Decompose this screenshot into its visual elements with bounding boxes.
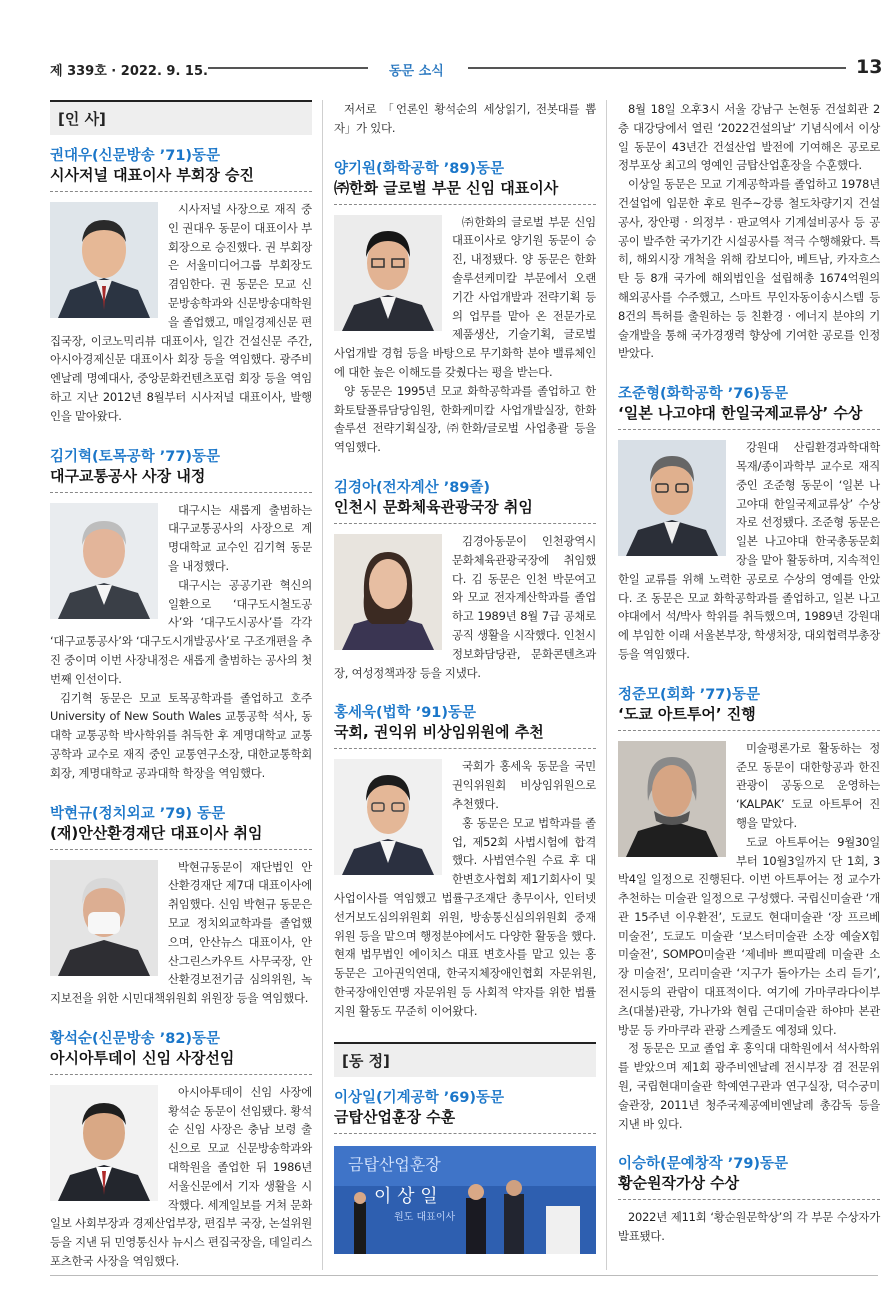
divider <box>50 1074 312 1075</box>
article-body <box>50 858 312 1008</box>
article-body <box>334 532 596 682</box>
article-text: 도쿄 아트투어는 9월30일부터 10월3일까지 단 1회, 3박4일 일정으로 진행된다. 이번 아트투어는 정 교수가 추천하는 미술관 일정으로 구성했다. 국립신미술관 ‘개관 15주년 이우환전’, 도쿄도 현대미술관 ‘장 프르베 미술전’, 도쿄도 미술관 ‘보스터미술관 소장 예술X힘 미술전’, SOMPO미술관 ‘제네바 쁘띠팔레 미술관 소장 미술전’, 모리미술관 ‘지구가 돌아가는 소리 듣기’, 전시등의 관람이 대표적이다. 여기에 가마쿠라다이부츠(대불)관광, 가나가와 현립 근대미술관 하야마 본관 방문 등 카마쿠라 관광 스케줄도 예정돼 있다. <box>618 834 880 1037</box>
article-head: 이상일(기계공학 ’69)동문 <box>334 1090 505 1107</box>
article-title: 대구교통공사 사장 내정 <box>50 466 206 485</box>
article-text: 저서로 「언론인 황석순의 세상읽기, 전봇대를 뽑자」가 있다. <box>334 102 596 135</box>
article-head: 권대우(신문방송 ’71)동문 <box>50 148 221 164</box>
award-ceremony-photo <box>334 1146 596 1254</box>
divider <box>618 730 880 731</box>
divider <box>50 191 312 192</box>
article-title: 황순원작가상 수상 <box>618 1174 740 1193</box>
article-title: 인천시 문화체육관광국장 취임 <box>334 497 533 516</box>
article-text: 김기혁 동문은 모교 토목공학과를 졸업하고 호주 University of New South Wales 교통공학 석사, 동 대학 교통공학 박사학위를 취득한 후 계명대학교 교통공학과 교수로 재직 중인 교통연구소장, 대한교통학회 회장, 계명대학교 공과대학 학장을 역임했다. <box>50 690 312 780</box>
page-number: 13 <box>856 56 883 78</box>
article-kim <box>50 448 312 783</box>
article-head: 김기혁(토목공학 ’77)동문 <box>50 448 221 465</box>
article-lee-seung-ha <box>618 1155 880 1246</box>
article-body <box>334 213 596 457</box>
section-label-news: [동 정] <box>334 1042 596 1077</box>
article-body <box>618 1208 880 1246</box>
divider <box>334 204 596 205</box>
portrait-photo <box>50 202 158 318</box>
article-title: ‘일본 나고야대 한일국제교류상’ 수상 <box>618 404 863 423</box>
article-text: 시사저널 사장으로 재직 중인 권대우 동문이 대표이사 부회장으로 승진했다. 권 부회장은 서울미디어그룹 부회장도 겸임한다. 권 동문은 모교 신문방송학과와 신문방송대학원을 졸업했고, 매일경제신문 편집국장, 이코노믹리뷰 대표이사, 일간 건설신문 주간, 아시아경제신문 대표이사 회장 등을 역임했다. 광주비엔날레 명예대사, 중앙문화컨텐츠포럼 회장 등을 역임하고 지난 2012년 8월부터 시사저널 대표이사, 발행인을 맡아왔다. <box>50 202 312 423</box>
article-text: 김경아동문이 인천광역시 문화체육관광국장에 취임했다. 김 동문은 인천 박문여고와 모교 전자계산학과를 졸업하고 1989년 8월 7급 공채로 공직 생활을 시작했다. 인천시 정보화담당관, 문화콘텐츠과장, 여성정책과장 등을 지냈다. <box>334 533 596 680</box>
article-title: (재)안산환경재단 대표이사 취임 <box>50 823 263 842</box>
banner-sub-text: 원도 대표이사 <box>394 1212 456 1224</box>
divider <box>334 748 596 749</box>
lead-text <box>618 100 880 363</box>
column-2 <box>334 100 596 1258</box>
article-title: 국회, 권익위 비상임위원에 추천 <box>334 723 544 742</box>
portrait-photo <box>618 741 726 857</box>
article-yang <box>334 160 596 457</box>
article-body <box>50 501 312 783</box>
portrait-photo <box>334 215 442 331</box>
section-label-personnel: [인 사] <box>50 100 312 135</box>
divider <box>618 1199 880 1200</box>
article-text: 아시아투데이 신임 사장에 황석순 동문이 선임됐다. 황석순 신임 사장은 충남 보령 출신으로 모교 신문방송학과와 대학원을 졸업한 뒤 1986년 서울신문에서 기자 생활을 시작했다. 세계일보를 거쳐 문화일보 사회부장과 경제산업부장, 편집부 국장, 논설위원 등을 지낸 뒤 민영통신사 뉴시스 편집국장을, 데일리스포츠한국 사장을 역임했다. <box>50 1084 312 1269</box>
footer-rule <box>50 1275 878 1276</box>
article-head: 양기원(화학공학 ’89)동문 <box>334 160 505 177</box>
article-text: 대구시는 새롭게 출범하는 대구교통공사의 사장으로 계명대학교 교수인 김기혁 동문을 내정했다. <box>168 502 312 573</box>
article-lee-sang-il <box>334 1089 596 1258</box>
article-head: 홍세욱(법학 ’91)동문 <box>334 705 477 722</box>
divider <box>334 523 596 524</box>
column-divider <box>606 100 607 1270</box>
article-text: 2022년 제11회 ‘황순원문학상’의 각 부문 수상자가 발표됐다. <box>618 1210 880 1244</box>
column-divider <box>322 100 323 1270</box>
divider <box>50 849 312 850</box>
banner-award-text: 금탑산업훈장 <box>348 1155 441 1175</box>
article-text: 양 동문은 1995년 모교 화학공학과를 졸업하고 한화토탈폴류담당임원, 한화케미칼 사업개발실장, 한화솔루션 전략기획실장, ㈜한화/글로벌 사업총괄 등을 역임했다. <box>334 383 596 455</box>
article-title: ㈜한화 글로벌 부문 신임 대표이사 <box>334 178 559 197</box>
article-head: 박현규(정치외교 ’79) 동문 <box>50 805 226 822</box>
article-text: 국회가 홍세욱 동문을 국민권익위원회 비상임위원으로 추천했다. <box>452 759 596 811</box>
article-body <box>618 739 880 1134</box>
article-kwon <box>50 147 312 426</box>
divider <box>618 429 880 430</box>
article-body <box>618 438 880 664</box>
article-head: 조준형(화학공학 ’76)동문 <box>618 386 789 403</box>
article-kim-kyung-a <box>334 479 596 682</box>
article-head: 김경아(전자계산 ’89졸) <box>334 479 491 496</box>
article-text: 대구시는 공공기관 혁신의 일환으로 ‘대구도시철도공사’와 ‘대구도시공사’를 각각 ‘대구교통공사’와 ‘대구도시개발공사’로 구조개편을 추진 중이며 이번 사장내정은 새롭게 출범하는 공사의 첫 번째 인선이다. <box>50 577 312 686</box>
portrait-photo <box>50 860 158 976</box>
divider <box>50 492 312 493</box>
article-title: ‘도쿄 아트투어’ 진행 <box>618 704 756 723</box>
lead-text <box>334 100 596 138</box>
portrait-photo <box>50 503 158 619</box>
column-1 <box>50 100 312 1293</box>
header-rule-left <box>208 67 368 69</box>
article-text: 이상일 동문은 모교 기계공학과를 졸업하고 1978년 건설업에 입문한 후로 원주~강릉 철도차량기지 건설공사, 장안평 · 의정부 · 판교역사 기계설비공사 등 공공이 발주한 국가기간 시설공사를 적극 수행해왔다. 특히, 해외시장 개척을 위해 캄보디아, 베트남, 카자흐스탄 등 8개 국가에 해외법인을 설립해총 1674억원의 해외공사를 수주했고, 스마트 무인자동이송시스템 등 8건의 특허를 출원하는 등 친환경 · 에너지 분야의 기술개발을 통해 국가경쟁력 향상에 기여한 공로를 인정받았다. <box>618 177 880 361</box>
article-text: 미술평론가로 활동하는 정준모 동문이 대한항공과 한진관광이 공동으로 운영하는 ‘KALPAK’ 도쿄 아트투어 진행을 맡았다. <box>736 740 880 830</box>
article-body <box>334 757 596 1020</box>
divider <box>334 1133 596 1134</box>
article-title: 아시아투데이 신임 사장선임 <box>50 1048 235 1067</box>
header-rule-right <box>468 67 846 69</box>
article-title: 시사저널 대표이사 부회장 승진 <box>50 166 255 184</box>
page-header <box>0 0 888 90</box>
article-text: ㈜한화의 글로벌 부문 신임 대표이사로 양기원 동문이 승진, 내정됐다. 양 동문은 한화솔루션케미칼 부문에서 오랜 기간 사업개발과 전략기획 등의 업무를 맡아 온 전문가로 제품생산, 기술기획, 글로벌 사업개발 경험 등을 바탕으로 무기화학 분야 밸류체인에 대한 높은 이해도를 갖췄다는 평을 받는다. <box>334 214 596 379</box>
portrait-photo <box>334 759 442 875</box>
issue-date: 제 339호 · 2022. 9. 15. <box>50 64 208 79</box>
article-text: 8월 18일 오후3시 서울 강남구 논현동 건설회관 2층 대강당에서 열린 ‘2022건설의날’ 기념식에서 이상일 동문이 43년간 건설산업 발전에 기여해온 공로로 정부포상 최고의 영예인 금탑산업훈장을 수훈했다. <box>618 102 880 173</box>
column-3 <box>618 100 880 1268</box>
article-head: 황석순(신문방송 ’82)동문 <box>50 1030 221 1047</box>
article-body <box>50 1083 312 1271</box>
article-text: 박현규동문이 재단법인 안산환경재단 제7대 대표이사에 취임했다. 신임 박현규 동문은 모교 정치외교학과를 졸업했으며, 안산뉴스 대표이사, 안산그린스카우트 사무국장, 안산환경보전기금 심의위원, 녹지보전을 위한 시민대책위원회 위원장 등을 역임했다. <box>50 859 312 1006</box>
article-head: 정준모(회화 ’77)동문 <box>618 686 761 703</box>
article-hong <box>334 704 596 1020</box>
article-jung <box>618 686 880 1134</box>
portrait-photo <box>50 1085 158 1201</box>
article-title: 금탑산업훈장 수훈 <box>334 1108 456 1127</box>
article-head: 이승하(문예창작 ’79)동문 <box>618 1156 789 1173</box>
portrait-photo <box>334 534 442 650</box>
article-park <box>50 805 312 1008</box>
banner-name-text: 이 상 일 <box>374 1186 438 1208</box>
article-text: 정 동문은 모교 졸업 후 홍익대 대학원에서 석사학위를 받았으며 제1회 광주비엔날레 전시부장 겸 전문위원, 국립현대미술관 학예연구관과 연구실장, 덕수궁미술관장, 2011년 청주국제공예비엔날레 총감독 등을 지낸 바 있다. <box>618 1041 880 1131</box>
article-text: 강원대 산림환경과학대학 목재/종이과학부 교수로 재직중인 조준형 동문이 ‘일본 나고야대 한일국제교류상’ 수상자로 선정됐다. 조준형 동문은 일본 나고야대 한국총동문회장을 맡아 활동하며, 지속적인 한일 교류를 위해 노력한 공로로 수상의 영예를 안았다. 조 동문은 모교 화학공학과를 졸업하고, 일본 나고야대에서 석/박사 학위를 취득했으며, 1989년 강원대에 부임한 이래 서울본부장, 학생처장, 대외협력부총장 등을 역임했다. <box>618 440 880 661</box>
article-hwang <box>50 1030 312 1271</box>
article-body <box>50 200 312 426</box>
section-name: 동문 소식 <box>389 64 444 79</box>
portrait-photo <box>618 440 726 556</box>
article-cho <box>618 385 880 664</box>
article-text: 홍 동문은 모교 법학과를 졸업, 제52회 사법시험에 합격했다. 사법연수원 수료 후 대한변호사협회 제1기회사이 및 사업이사를 역임했고 법률구조재단 총무이사, 인터넷선거보도심의위원회 위원, 방송통신심의위원회 중재위원 등을 맡으며 행정분야에서도 다양한 활동을 했다. 현재 법무법인 에이치스 대표 변호사를 맡고 있는 홍 동문은 고아권익연대, 한국지체장애인협회 자문위원, 한국장애인연맹 자문위원 등 사회적 약자를 위한 법률지원 활동도 꾸준히 이어왔다. <box>334 815 596 1018</box>
